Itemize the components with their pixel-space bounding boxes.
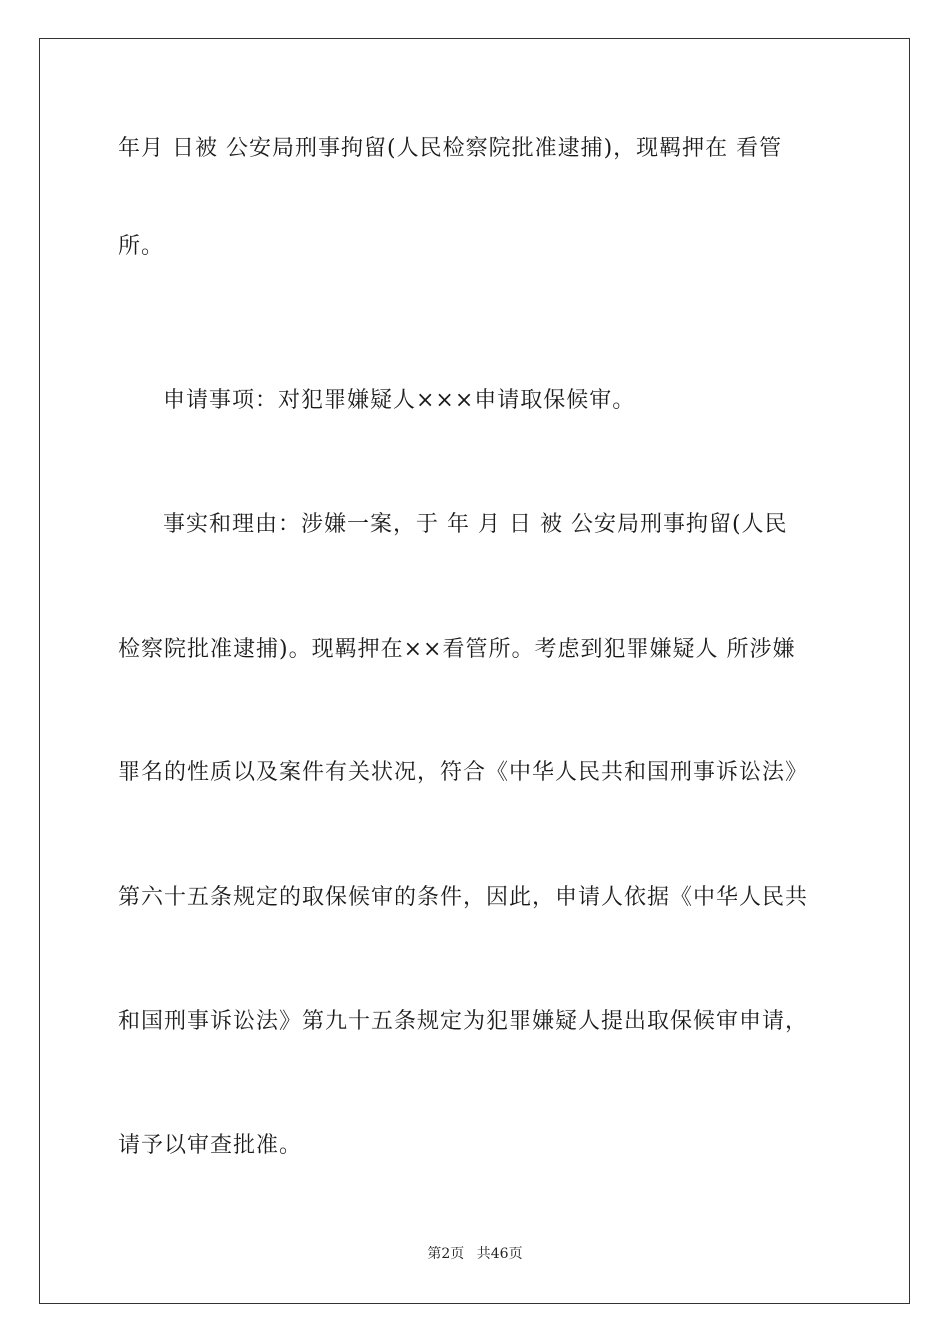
facts-reasons-line-3: 罪名的性质以及案件有关状况，符合《中华人民共和国刑事诉讼法》 — [118, 760, 809, 785]
body-line-1: 年月 日被 公安局刑事拘留(人民检察院批准逮捕)，现羁押在 看管 — [118, 136, 783, 161]
application-matter: 申请事项：对犯罪嫌疑人×××申请取保候审。 — [163, 388, 636, 413]
page-border — [39, 38, 910, 1304]
facts-reasons-line-6: 请予以审查批准。 — [118, 1133, 303, 1158]
facts-reasons-line-4: 第六十五条规定的取保候审的条件，因此，申请人依据《中华人民共 — [118, 885, 809, 910]
page-total: 共46页 — [476, 1246, 523, 1262]
facts-reasons-line-2: 检察院批准逮捕)。现羁押在××看管所。考虑到犯罪嫌疑人 所涉嫌 — [118, 637, 796, 662]
facts-reasons-line-5: 和国刑事诉讼法》第九十五条规定为犯罪嫌疑人提出取保候审申请， — [118, 1009, 809, 1034]
body-line-2: 所。 — [118, 234, 165, 259]
page-number: 第2页 — [427, 1246, 465, 1262]
page-footer — [0, 1245, 950, 1263]
facts-reasons-line-1: 事实和理由：涉嫌一案，于 年 月 日 被 公安局刑事拘留(人民 — [163, 512, 788, 537]
